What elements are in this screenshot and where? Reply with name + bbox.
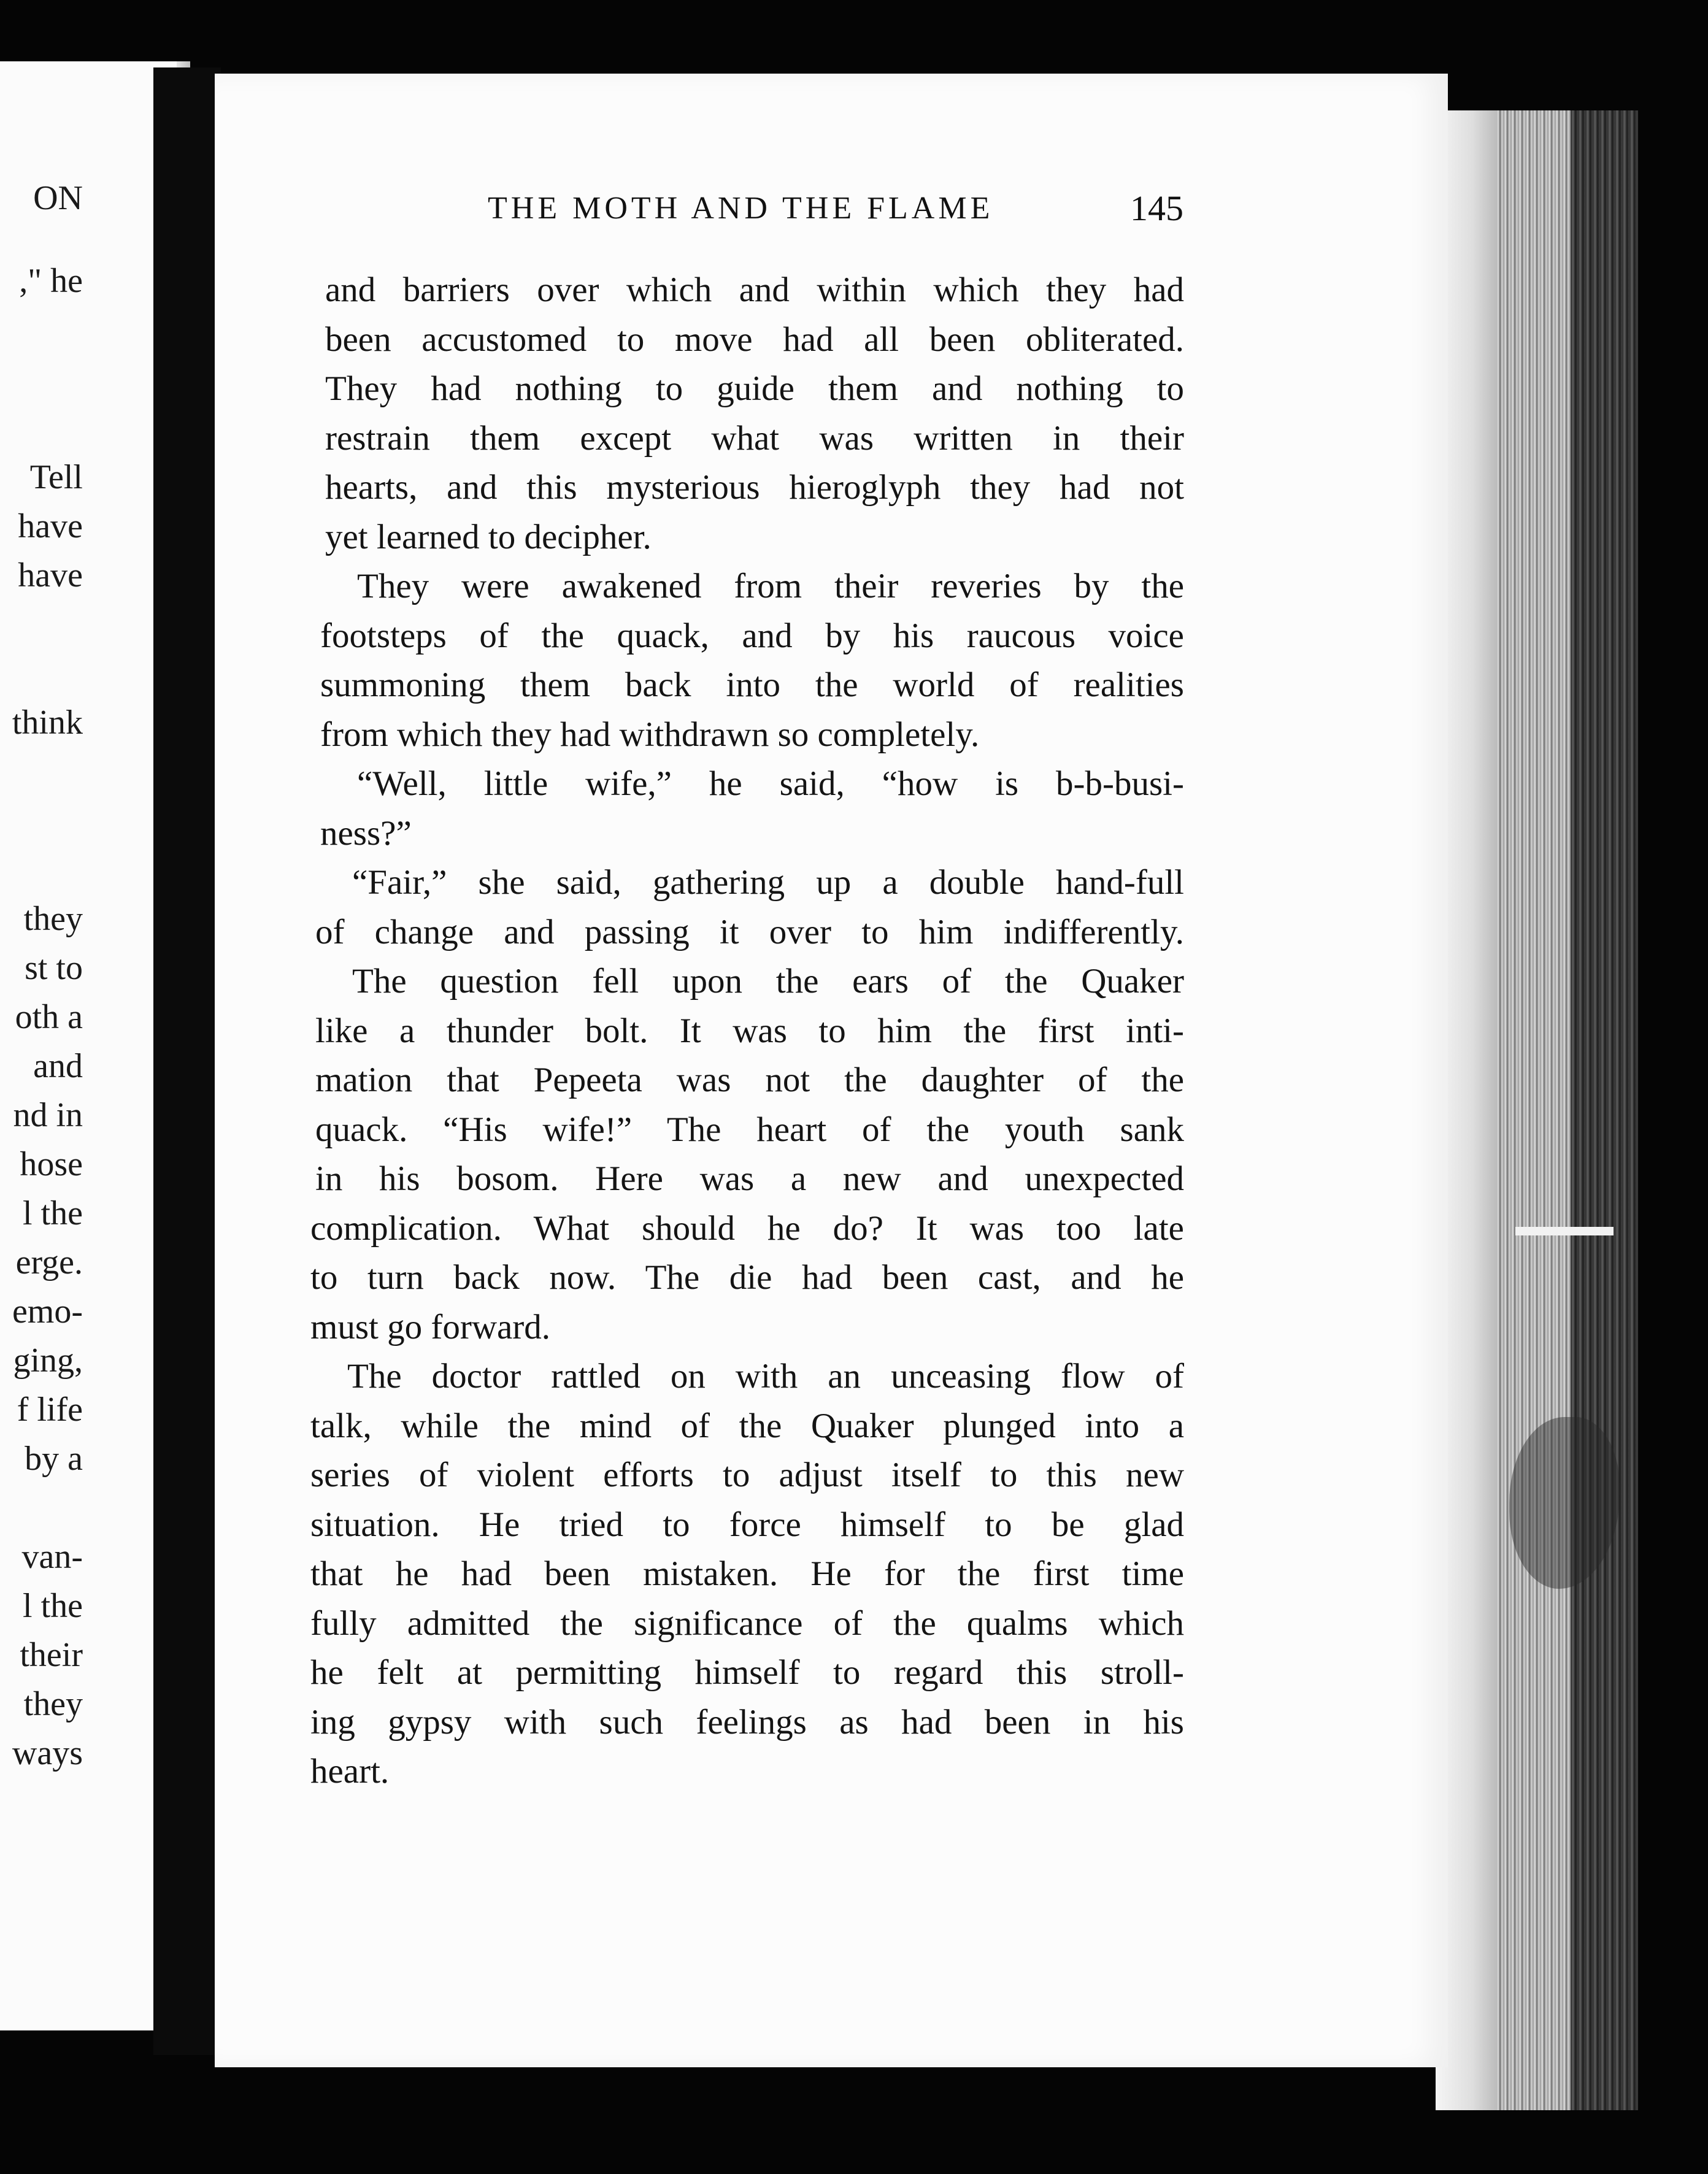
text-line: he felt at permitting himself to regard this stroll- — [310, 1653, 1184, 1692]
facing-line-fragment: st to — [25, 949, 83, 987]
facing-line-fragment: their — [20, 1636, 83, 1674]
body-text — [310, 266, 1184, 1797]
facing-line-fragment: ging, — [13, 1342, 83, 1380]
facing-line-fragment: emo- — [12, 1292, 83, 1331]
running-head: THE MOTH AND THE FLAME — [488, 191, 994, 226]
facing-line-fragment: f life — [17, 1391, 83, 1429]
facing-line-fragment: they — [23, 1685, 83, 1723]
text-line: The question fell upon the ears of the Quaker — [352, 962, 1184, 1001]
book-gutter — [153, 67, 221, 2055]
facing-line-fragment: think — [12, 704, 83, 742]
text-line: hearts, and this mysterious hieroglyph they had not — [325, 468, 1184, 507]
facing-line-fragment: nd in — [13, 1096, 83, 1134]
text-line: from which they had withdrawn so completely. — [320, 715, 980, 754]
facing-line-fragment: l the — [23, 1587, 83, 1625]
text-line: quack. “His wife!” The heart of the youth sank — [315, 1110, 1184, 1149]
facing-line-fragment: they — [23, 900, 83, 938]
text-line: ing gypsy with such feelings as had been in his — [310, 1702, 1184, 1742]
text-line: The doctor rattled on with an unceasing flow of — [347, 1357, 1184, 1396]
text-line: restrain them except what was written in their — [325, 418, 1184, 458]
text-line: of change and passing it over to him indifferently. — [315, 912, 1184, 951]
text-line: heart. — [310, 1752, 390, 1791]
facing-line-fragment: ways — [12, 1734, 83, 1772]
text-line: situation. He tried to force himself to be glad — [310, 1505, 1184, 1544]
text-line: talk, while the mind of the Quaker plunged into a — [310, 1406, 1184, 1445]
text-line: that he had been mistaken. He for the first time — [310, 1554, 1184, 1593]
facing-line-fragment: l the — [23, 1194, 83, 1232]
text-line: in his bosom. Here was a new and unexpected — [315, 1159, 1184, 1198]
facing-page-text — [0, 61, 178, 2030]
facing-line-fragment: have — [18, 507, 83, 545]
facing-line-fragment: Tell — [29, 458, 83, 496]
text-line: must go forward. — [310, 1307, 551, 1346]
facing-line-fragment: hose — [20, 1145, 83, 1183]
text-line: summoning them back into the world of realities — [320, 666, 1184, 704]
facing-line-fragment: van- — [21, 1538, 83, 1576]
facing-line-fragment: and — [33, 1047, 83, 1085]
text-line: been accustomed to move had all been obliterated. — [325, 320, 1184, 359]
facing-line-fragment: ," he — [19, 262, 83, 300]
text-line: “Well, little wife,” he said, “how is b-b-busi- — [357, 764, 1184, 803]
text-line: mation that Pepeeta was not the daughter of the — [315, 1061, 1184, 1099]
facing-line-fragment: oth a — [15, 998, 83, 1036]
text-line: series of violent efforts to adjust itself to this new — [310, 1456, 1184, 1494]
facing-line-fragment: have — [18, 556, 83, 594]
page-edge-mark — [1515, 1227, 1614, 1235]
text-line: fully admitted the significance of the qualms which — [310, 1604, 1184, 1643]
text-line: to turn back now. The die had been cast, and he — [310, 1258, 1184, 1297]
text-line: complication. What should he do? It was too late — [310, 1208, 1184, 1248]
facing-line-fragment: ON — [33, 179, 83, 217]
page-stack-edges — [1436, 110, 1638, 2110]
text-line: yet learned to decipher. — [325, 517, 652, 556]
page-edge-dark — [1571, 110, 1638, 2110]
text-line: and barriers over which and within which they had — [325, 271, 1184, 309]
facing-line-fragment: erge. — [15, 1243, 83, 1281]
text-line: ness?” — [320, 813, 412, 853]
text-line: footsteps of the quack, and by his raucous voice — [320, 616, 1184, 655]
facing-line-fragment: by a — [25, 1440, 83, 1478]
text-line: They had nothing to guide them and nothing to — [325, 369, 1184, 408]
text-line: They were awakened from their reveries by the — [357, 567, 1184, 605]
text-line: “Fair,” she said, gathering up a double hand-full — [352, 863, 1184, 902]
page-number: 145 — [1130, 188, 1183, 228]
text-line: like a thunder bolt. It was to him the first inti- — [315, 1011, 1184, 1050]
